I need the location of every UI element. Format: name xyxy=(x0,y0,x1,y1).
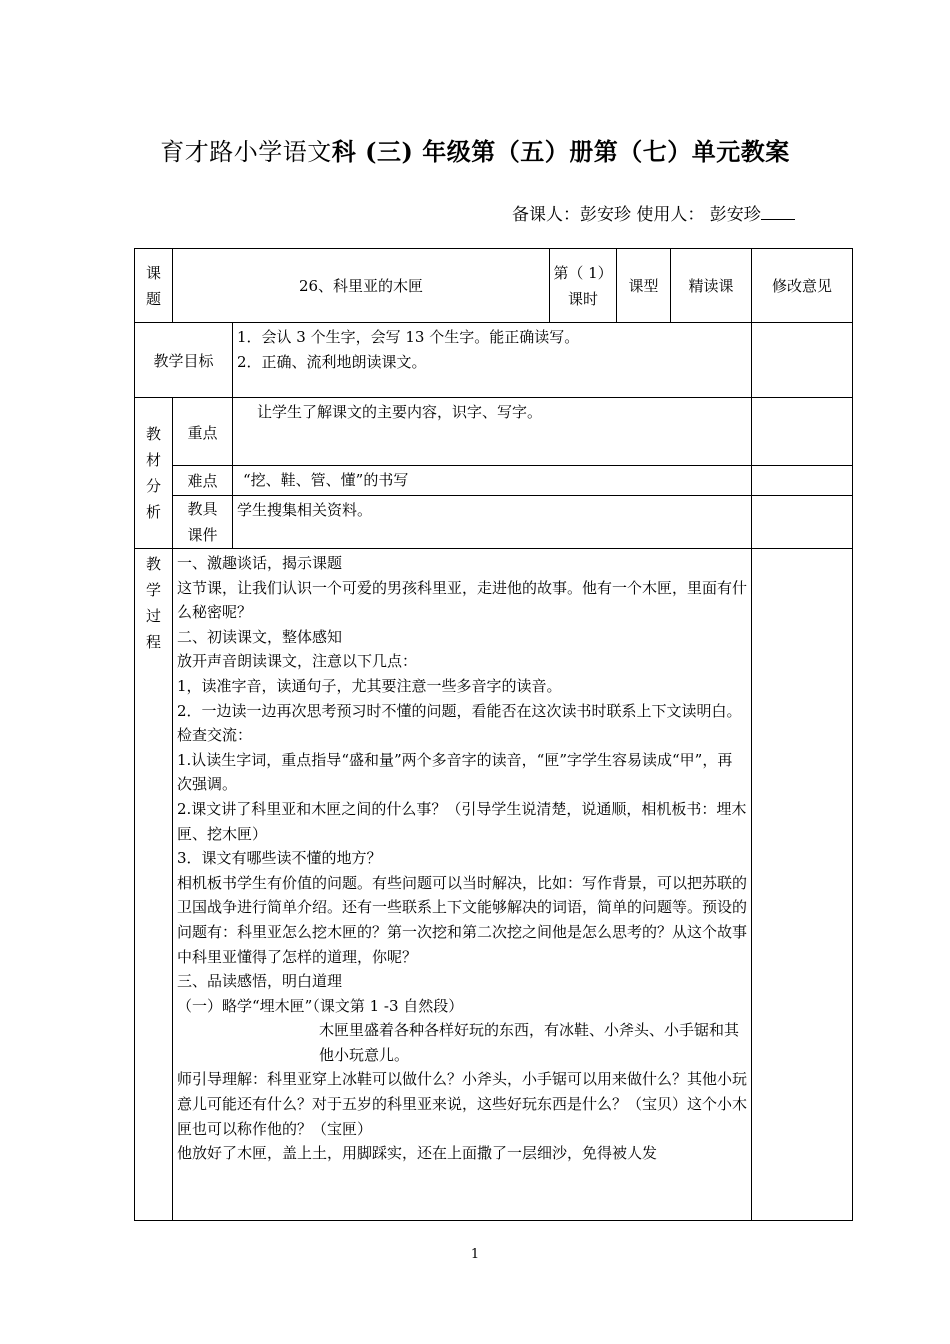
process-line: 三、品读感悟，明白道理 xyxy=(177,972,343,991)
ke-ti-label xyxy=(135,249,173,323)
material-label xyxy=(135,398,173,549)
goal-item: 1．会认 3 个生字，会写 13 个生字。能正确读写。 xyxy=(237,328,580,346)
key-value: 让学生了解课文的主要内容，识字、写字。 xyxy=(233,398,752,466)
process-line: 2.课文讲了科里亚和木匣之间的什么事？（引导学生说清楚，说通顺，相机板书：埋木匣、挖木匣） xyxy=(177,799,747,843)
difficulty-revision xyxy=(752,466,853,496)
process-line: 检查交流： xyxy=(177,726,253,745)
tools-revision xyxy=(752,496,853,549)
period-number: 第（ 1） xyxy=(553,263,613,282)
document-title xyxy=(0,132,950,167)
period-cell xyxy=(550,249,617,323)
key-label: 重点 xyxy=(173,398,233,466)
process-line: 1，读准字音，读通句子，尤其要注意一些多音字的读音。 xyxy=(177,676,562,695)
process-line: 1.认读生字词，重点指导“盛和量”两个多音字的读音，“匣”字学生容易读成“甲”，再次强调。 xyxy=(177,750,733,794)
process-revision xyxy=(752,549,853,1221)
process-line: 木匣里盛着各种各样好玩的东西，有冰鞋、小斧头、小手锯和其他小玩意儿。 xyxy=(319,1021,740,1064)
key-point-row xyxy=(135,398,853,466)
tools-row xyxy=(135,496,853,549)
type-value: 精读课 xyxy=(671,249,752,323)
author-text: 备课人：彭安珍 使用人： 彭安珍 xyxy=(512,205,761,225)
process-char: 程 xyxy=(145,633,161,651)
tools-label xyxy=(173,496,233,549)
ke-ti-char: 题 xyxy=(145,289,161,308)
tools-label-line: 教具 xyxy=(187,500,218,518)
author-underline xyxy=(761,205,795,220)
lesson-name: 26、科里亚的木匣 xyxy=(173,249,550,323)
process-row xyxy=(135,549,853,1221)
material-char: 材 xyxy=(145,451,161,469)
process-content xyxy=(173,549,752,1221)
goals-content xyxy=(233,323,752,398)
goals-revision xyxy=(752,323,853,398)
process-line: 相机板书学生有价值的问题。有些问题可以当时解决，比如：写作背景，可以把苏联的卫国战争进行简单介绍。还有一些联系上下文能够解决的词语，简单的问题等。预设的问题有：科里亚怎么挖木匣的？第一次挖和第二次挖之间他是怎么思考的？从这个故事中科里亚懂得了怎样的道理，你呢？ xyxy=(177,873,748,966)
difficulty-row xyxy=(135,466,853,496)
goals-label: 教学目标 xyxy=(135,323,233,398)
key-revision xyxy=(752,398,853,466)
difficulty-label: 难点 xyxy=(173,466,233,496)
process-char: 教 xyxy=(145,555,161,573)
goals-row xyxy=(135,323,853,398)
tools-value: 学生搜集相关资料。 xyxy=(233,496,752,549)
ke-ti-char: 课 xyxy=(145,263,161,282)
page-number: 1 xyxy=(470,1247,480,1262)
process-line: 一、激趣谈话，揭示课题 xyxy=(177,554,343,572)
process-line: 师引导理解：科里亚穿上冰鞋可以做什么？小斧头，小手锯可以用来做什么？其他小玩意儿可能还有什么？对于五岁的科里亚来说，这些好玩东西是什么？（宝贝）这个小木匣也可以称作他的？（宝匣） xyxy=(177,1070,748,1138)
type-label: 课型 xyxy=(617,249,671,323)
title-part2: 科 (三) 年级第（五）册第（七）单元教案 xyxy=(331,137,790,166)
revision-label: 修改意见 xyxy=(752,249,853,323)
author-line xyxy=(512,200,795,225)
title-part1: 育才路小学语文 xyxy=(160,138,332,166)
process-char: 学 xyxy=(145,581,161,599)
material-char: 教 xyxy=(145,425,161,443)
process-line: 这节课，让我们认识一个可爱的男孩科里亚，走进他的故事。他有一个木匣，里面有什么秘密呢？ xyxy=(177,578,748,622)
process-label xyxy=(135,549,173,1221)
lesson-plan-table xyxy=(134,248,853,1221)
process-line: （一）略学“埋木匣”（课文第 1 -3 自然段） xyxy=(177,996,464,1015)
header-row xyxy=(135,249,853,323)
process-line: 二、初读课文，整体感知 xyxy=(177,627,343,646)
difficulty-value: “挖、鞋、管、懂”的书写 xyxy=(233,466,752,496)
material-char: 析 xyxy=(145,503,161,521)
process-line: 3．课文有哪些读不懂的地方？ xyxy=(177,849,382,868)
period-unit: 课时 xyxy=(567,289,598,308)
process-line: 他放好了木匣，盖上土，用脚踩实，还在上面撒了一层细沙，免得被人发 xyxy=(177,1144,658,1163)
tools-label-line: 课件 xyxy=(187,526,218,544)
process-line: 2．一边读一边再次思考预习时不懂的问题，看能否在这次读书时联系上下文读明白。 xyxy=(177,701,742,720)
goal-item: 2．正确、流利地朗读课文。 xyxy=(237,353,427,371)
process-char: 过 xyxy=(145,607,161,625)
material-char: 分 xyxy=(145,477,161,495)
process-line: 放开声音朗读课文，注意以下几点： xyxy=(177,652,418,671)
